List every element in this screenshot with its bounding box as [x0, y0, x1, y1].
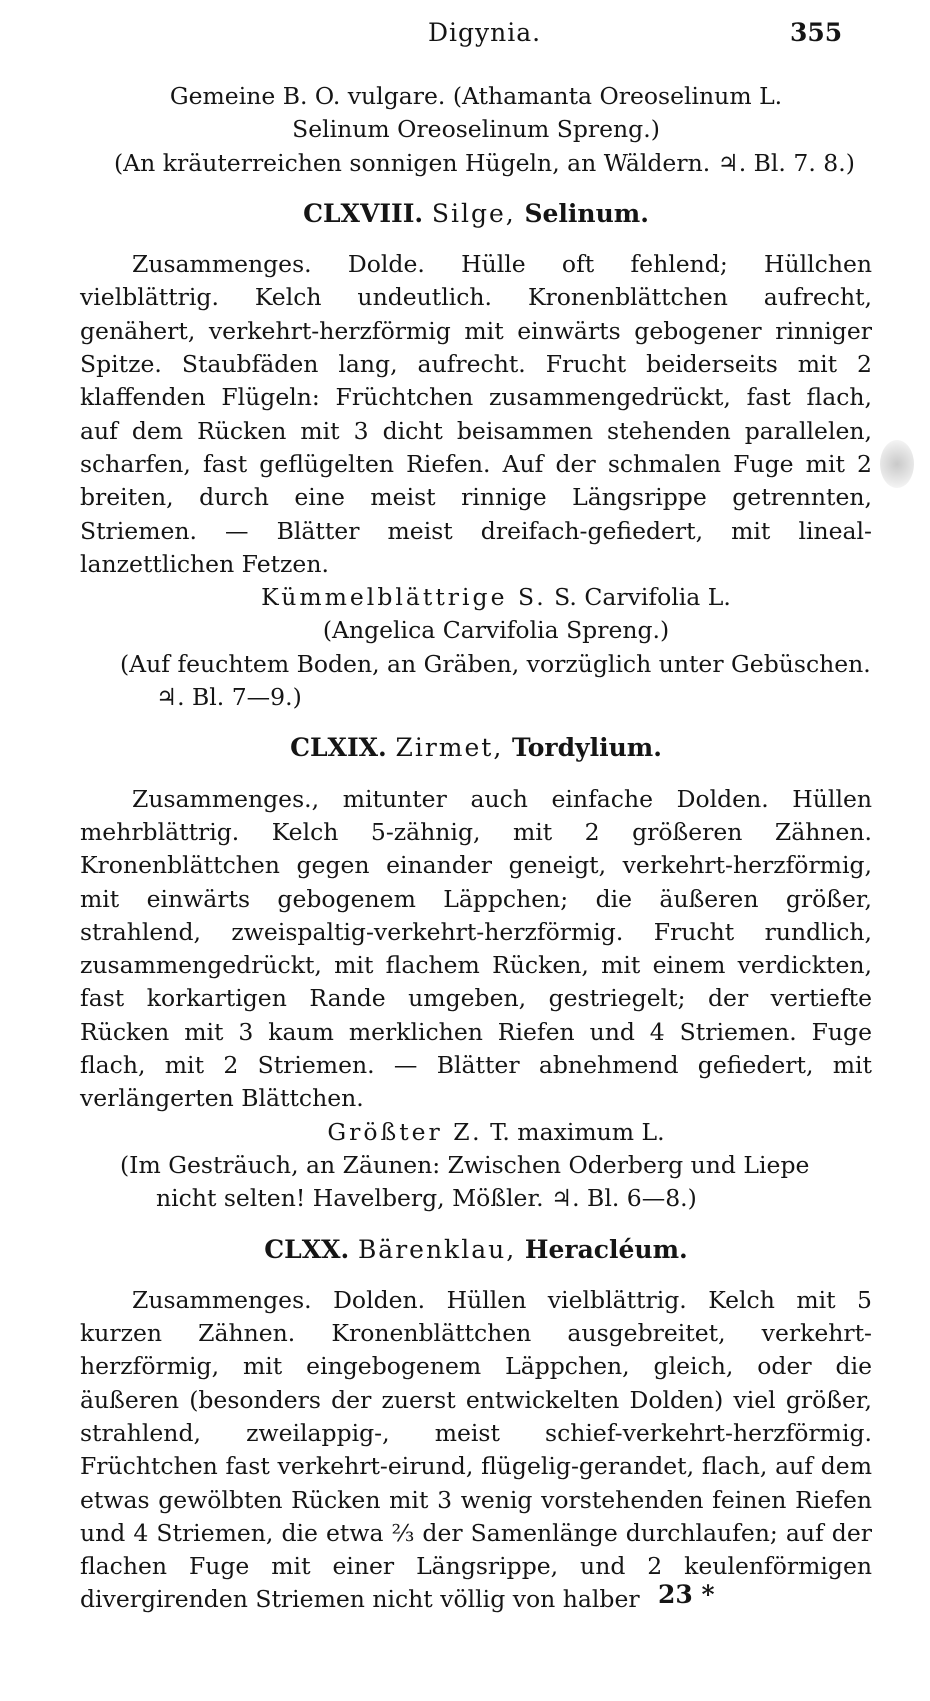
oreoselinum-habitat: (An kräuterreichen sonnigen Hügeln, an Wäldern. ♃. Bl. 7. 8.)	[114, 148, 855, 177]
page-number: 355	[790, 18, 843, 47]
species-synonym: (Angelica Carvifolia Spreng.)	[322, 616, 670, 645]
genus-latin-name: Heracléum.	[524, 1234, 688, 1264]
species-latin-name: T. maximum L.	[490, 1117, 665, 1146]
genus-german-name: Zirmet,	[395, 733, 504, 763]
genus-german-name: Silge,	[431, 198, 516, 228]
genus-latin-name: Tordylium.	[512, 733, 662, 763]
genus-heading-tordylium	[80, 731, 872, 764]
genus-description-heracleum: Zusammenges. Dolden. Hüllen vielblättrig. Kelch mit 5 kurzen Zähnen. Kronenblättchen ausgebreitet, verkehrt-herzförmig, mit eingebogenem Läppchen, gleich, oder die äußeren (besonders der zuerst entwickelten Dolden) viel größer, strahlend, zweilappig-, meist schief-verkehrt-herzförmig. Früchtchen fast verkehrt-eirund, flügelig-gerandet, flach, auf dem etwas gewölbten Rücken mit 3 wenig vorstehenden feinen Riefen und 4 Striemen, die etwa ⅔ der Samenlänge durchlaufen; auf der flachen Fuge mit einer Längsrippe, und 2 keulenförmigen divergirenden Striemen nicht völlig von halber	[80, 1285, 872, 1614]
genus-heading-heracleum	[80, 1233, 872, 1266]
genus-latin-name: Selinum.	[524, 198, 649, 228]
species-tordylium-maximum	[80, 1116, 872, 1149]
species-habitat-selinum: (Auf feuchtem Boden, an Gräben, vorzüglich unter Gebüschen. ♃. Bl. 7—9.)	[120, 649, 871, 712]
genus-german-name: Bärenklau,	[357, 1234, 517, 1264]
genus-description-selinum: Zusammenges. Dolde. Hülle oft fehlend; Hüllchen vielblättrig. Kelch undeutlich. Kronenblättchen aufrecht, genähert, verkehrt-herzförmig mit einwärts gebogener rinniger Spitze. Staubfäden lang, aufrecht. Frucht beiderseits mit 2 klaffenden Flügeln: Früchtchen zusammengedrückt, fast flach, auf dem Rücken mit 3 dicht beisammen stehenden parallelen, scharfen, fast geflügelten Riefen. Auf der schmalen Fuge mit 2 breiten, durch eine meist rinnige Längsrippe getrennten, Striemen. — Blätter meist dreifach-gefiedert, mit lineal-lanzettlichen Fetzen.	[80, 250, 872, 578]
species-selinum-carvifolia	[80, 581, 872, 614]
genus-description-tordylium: Zusammenges., mitunter auch einfache Dolden. Hüllen mehrblättrig. Kelch 5-zähnig, mit 2 größeren Zähnen. Kronenblättchen gegen einander geneigt, verkehrt-herzförmig, mit einwärts gebogenem Läppchen; die äußeren größer, strahlend, zweispaltig-verkehrt-herzförmig. Frucht rundlich, zusammengedrückt, mit flachem Rücken, mit einem verdickten, fast korkartigen Rande umgeben, gestriegelt; der vertiefte Rücken mit 3 kaum merklichen Riefen und 4 Striemen. Fuge flach, mit 2 Striemen. — Blätter abnehmend gefiedert, mit verlängerten Blättchen.	[80, 784, 872, 1113]
genus-heading-selinum	[80, 197, 872, 230]
species-latin-name: S. Carvifolia L.	[554, 583, 731, 612]
page-body	[80, 80, 872, 1617]
species-habitat-tordylium: (Im Gesträuch, an Zäunen: Zwischen Oderberg und Liepe nicht selten! Havelberg, Mößler. ♃. Bl. 6—8.)	[120, 1150, 810, 1213]
printer-signature: 23 *	[658, 1580, 715, 1609]
running-title: Digynia.	[428, 18, 542, 47]
page-header	[0, 18, 930, 58]
oreoselinum-entry-line2: Selinum Oreoselinum Spreng.)	[292, 115, 660, 144]
paper-stain	[880, 440, 914, 488]
genus-numeral: CLXX.	[264, 1234, 350, 1264]
species-german-name: Kümmelblättrige S.	[261, 583, 547, 612]
genus-numeral: CLXIX.	[290, 733, 387, 763]
species-german-name: Größter Z.	[327, 1117, 483, 1146]
genus-numeral: CLXVIII.	[303, 198, 424, 228]
oreoselinum-entry-line1: Gemeine B. O. vulgare. (Athamanta Oreoselinum L.	[169, 82, 783, 110]
